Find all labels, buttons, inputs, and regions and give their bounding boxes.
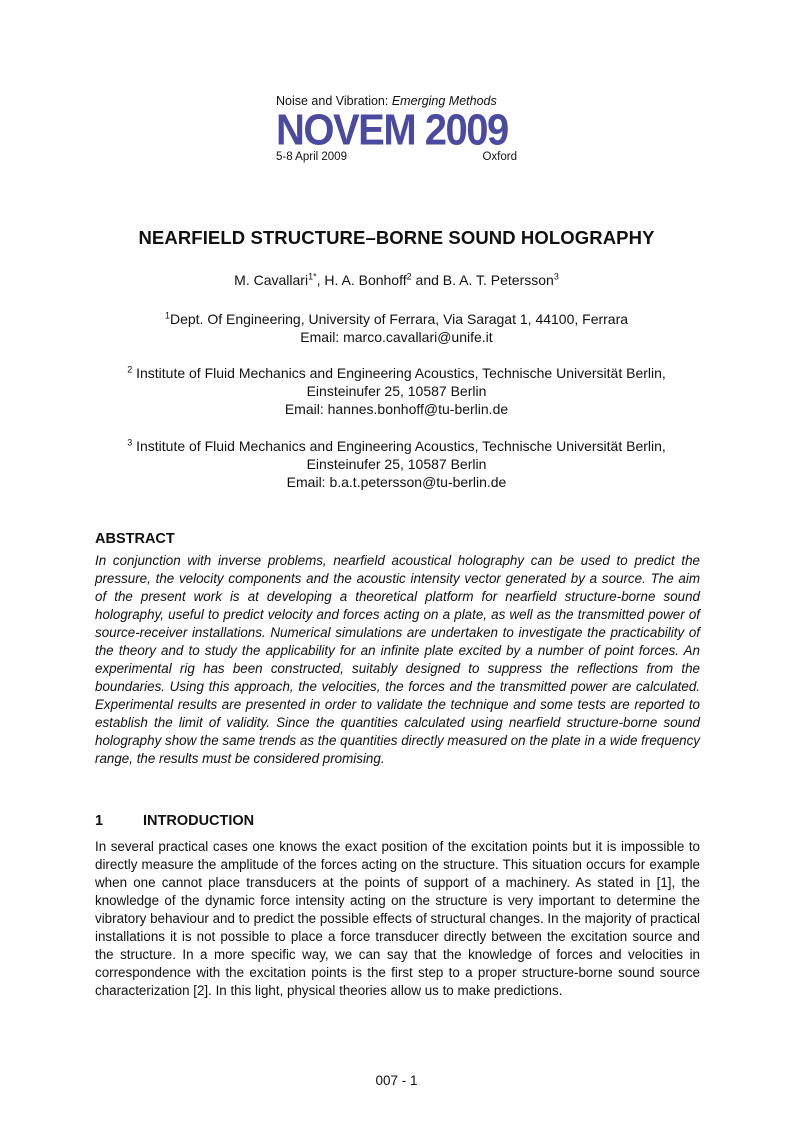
page-number: 007 - 1 — [375, 1073, 418, 1088]
abstract-text: In conjunction with inverse problems, nearfield acoustical holography can be used to predict the pressure, the velocity components and the acoustic intensity vector generated by a source. The aim of the present work is at developing a theoretical platform for nearfield structure-borne sound holography, useful to predict velocity and forces acting on a plate, as well as the transmitted power of source-receiver installations. Numerical simulations are undertaken to investigate the practicability of the theory and to study the applicability for an infinite plate excited by a number of point forces. An experimental rig has been constructed, suitably designed to suppress the reflections from the boundaries. Using this approach, the velocities, the forces and the transmitted power are calculated. Experimental results are presented in order to validate the technique and some tests are reported to establish the limit of validity. Since the quantities calculated using nearfield structure-borne sound holography show the same trends as the quantities directly measured on the plate in a wide frequency range, the results must be considered promising. — [95, 553, 700, 766]
affiliation-1-marker: 1 — [164, 310, 170, 321]
conference-header — [276, 94, 521, 164]
introduction-heading — [95, 812, 254, 830]
author-2: H. A. Bonhoff — [324, 272, 407, 288]
author-list — [0, 271, 793, 289]
affiliation-3-text: Institute of Fluid Mechanics and Engineering Acoustics, Technische Universität Berlin, — [132, 438, 666, 454]
conference-city: Oxford — [482, 151, 517, 163]
author-separator: and — [411, 272, 443, 288]
affiliation-3 — [0, 437, 793, 491]
section-title: INTRODUCTION — [143, 813, 255, 829]
affiliation-1-text: Dept. Of Engineering, University of Ferrara, Via Saragat 1, 44100, Ferrara — [169, 311, 629, 327]
affiliation-1-line1 — [0, 310, 793, 328]
author-2-affil: 2 — [406, 271, 412, 282]
conference-dates: 5-8 April 2009 — [276, 151, 347, 163]
series-emphasis: Emerging Methods — [391, 94, 497, 108]
author-3: B. A. T. Petersson — [442, 272, 554, 288]
conference-dates-row — [276, 150, 521, 164]
author-1-affil: 1* — [308, 271, 317, 282]
affiliation-2-email: Email: hannes.bonhoff@tu-berlin.de — [284, 401, 509, 417]
conference-logo: NOVEM 2009 — [276, 106, 508, 155]
affiliation-2 — [0, 364, 793, 418]
affiliation-3-marker: 3 — [127, 437, 133, 448]
affiliation-2-marker: 2 — [127, 364, 133, 375]
affiliation-3-line1 — [0, 437, 793, 455]
author-separator: , — [316, 272, 325, 288]
author-3-affil: 3 — [553, 271, 559, 282]
affiliation-2-address: Einsteinufer 25, 10587 Berlin — [306, 383, 487, 399]
abstract-heading: ABSTRACT — [95, 531, 175, 547]
affiliation-2-text: Institute of Fluid Mechanics and Engineering Acoustics, Technische Universität Berlin, — [132, 365, 666, 381]
paper-title: NEARFIELD STRUCTURE–BORNE SOUND HOLOGRAPHY — [138, 227, 655, 248]
affiliation-1 — [0, 310, 793, 346]
section-number: 1 — [95, 813, 104, 829]
series-prefix: Noise and Vibration: — [276, 94, 389, 108]
affiliation-3-email: Email: b.a.t.petersson@tu-berlin.de — [286, 474, 507, 490]
author-1: M. Cavallari — [234, 272, 309, 288]
introduction-text: In several practical cases one knows the exact position of the excitation points but it is impossible to directly measure the amplitude of the forces acting on the structure. This situation occurs for example when one cannot place transducers at the points of support of a machinery. As stated in [1], the knowledge of the dynamic force intensity acting on the structure is very important to determine the vibratory behaviour and to predict the possible effects of structural changes. In the majority of practical installations it is not possible to place a force transducer directly between the excitation source and the structure. In a more specific way, we can say that the knowledge of forces and velocities in correspondence with the excitation points is the first step to a proper structure-borne sound source characterization [2]. In this light, physical theories allow us to make predictions. — [95, 839, 700, 998]
affiliation-3-address: Einsteinufer 25, 10587 Berlin — [306, 456, 487, 472]
affiliation-2-line1 — [0, 364, 793, 382]
affiliation-1-email: Email: marco.cavallari@unife.it — [300, 329, 493, 345]
